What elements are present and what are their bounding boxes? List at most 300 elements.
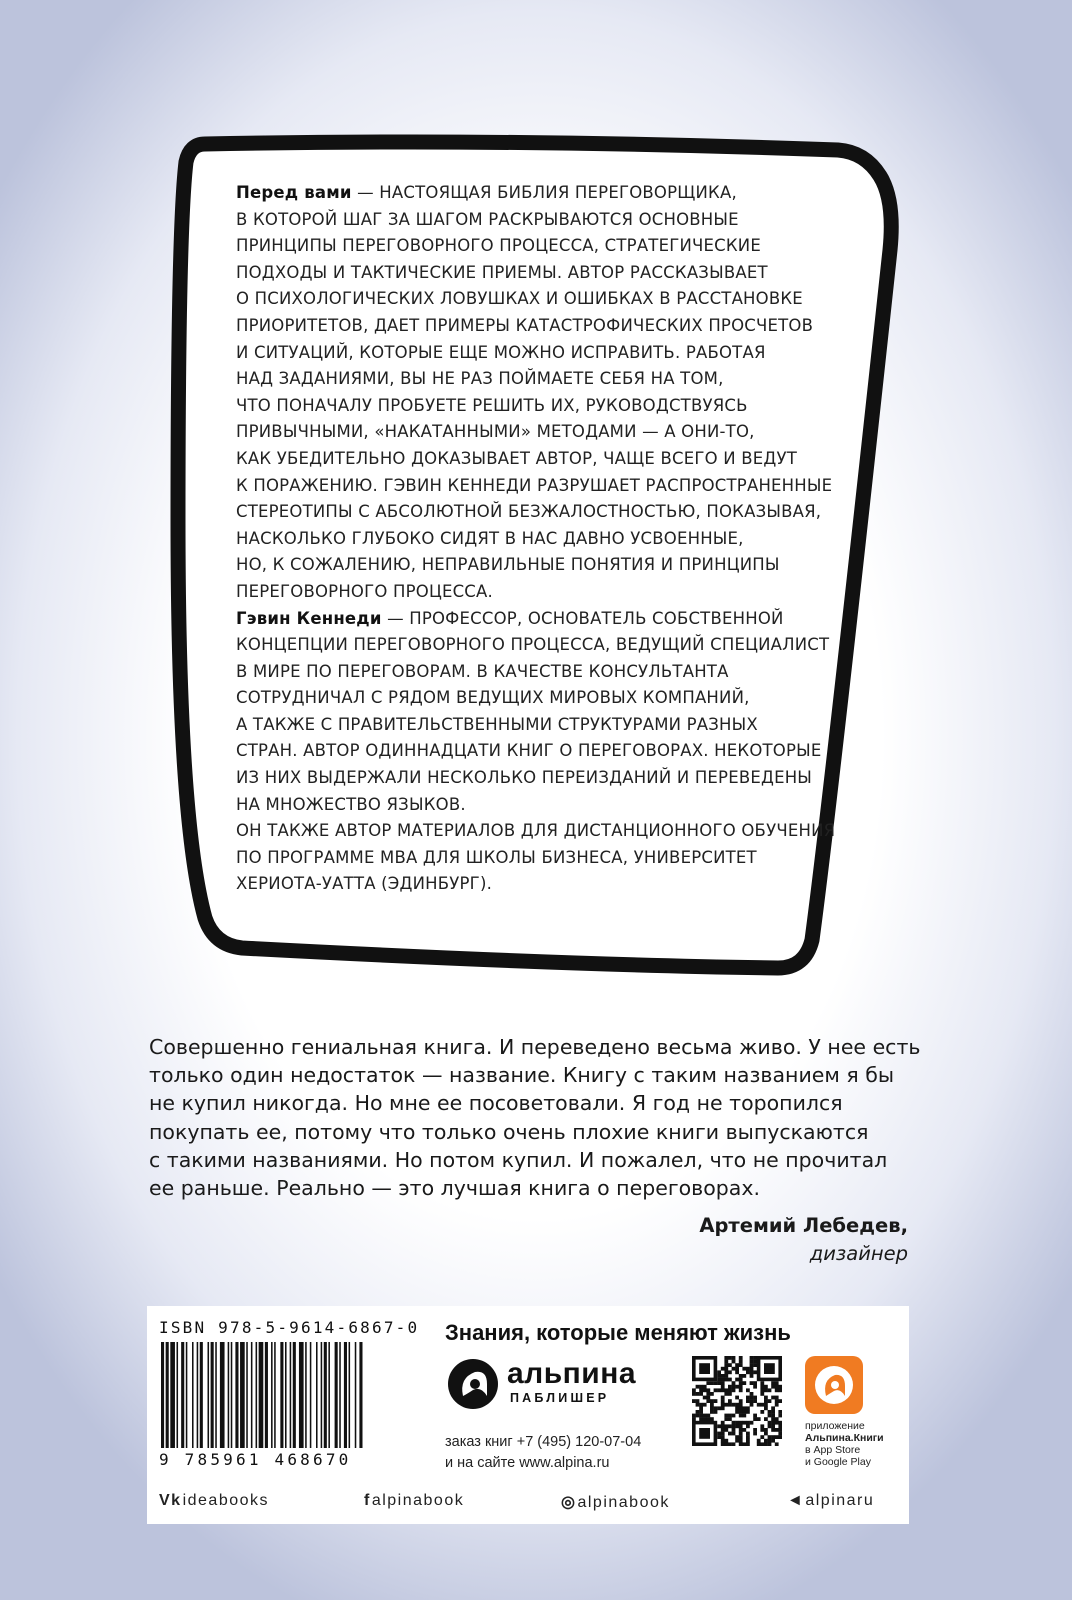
qr-module [771,1385,775,1389]
barcode-bar [344,1342,347,1448]
barcode-bar [290,1342,292,1448]
qr-module [717,1374,721,1378]
qr-module [724,1367,728,1371]
qr-module [721,1439,725,1443]
qr-module [721,1367,725,1371]
qr-module [753,1399,757,1403]
qr-module [724,1442,728,1446]
quote-attribution [699,1212,908,1268]
qr-module [739,1428,743,1432]
barcode-bar [310,1342,312,1448]
qr-module [764,1432,768,1436]
qr-module [764,1442,768,1446]
isbn-label: ISBN 978-5-9614-6867-0 [159,1318,420,1337]
social-link-facebook[interactable] [364,1492,464,1510]
barcode-bar [208,1342,210,1448]
qr-module [710,1403,714,1407]
qr-module [739,1399,743,1403]
barcode-bar [166,1342,169,1448]
qr-module [699,1406,703,1410]
description-lead: Перед вами [236,183,352,202]
qr-module [735,1439,739,1443]
qr-module [739,1374,743,1378]
app-info-line: в App Store [805,1444,861,1456]
qr-module [717,1378,721,1382]
order-phone: заказ книг +7 (495) 120-07-04 [445,1434,642,1450]
qr-module [699,1410,703,1414]
qr-module [771,1424,775,1428]
description-line: ПЕРЕГОВОРНОГО ПРОЦЕССА. [236,581,493,601]
qr-module [771,1417,775,1421]
qr-module [692,1392,696,1396]
qr-module [742,1428,746,1432]
barcode-bar [274,1342,276,1448]
qr-module [692,1417,696,1421]
qr-module [775,1403,779,1407]
qr-module [750,1396,754,1400]
qr-module [764,1439,768,1443]
qr-module [768,1439,772,1443]
qr-module [732,1432,736,1436]
qr-module [703,1403,707,1407]
qr-module [750,1421,754,1425]
vk-icon: Vk [159,1492,182,1509]
barcode-bar [339,1342,341,1448]
qr-module [771,1421,775,1425]
quote-line: покупать ее, потому что только очень плохие книги выпускаются [149,1119,869,1144]
barcode-bar [231,1342,233,1448]
quote-author-role: дизайнер [809,1242,908,1265]
qr-module [753,1385,757,1389]
qr-module [775,1385,779,1389]
order-info [445,1432,641,1474]
qr-module [717,1435,721,1439]
description-line: ПРИОРИТЕТОВ, ДАЕТ ПРИМЕРЫ КАТАСТРОФИЧЕСКИХ ПРОСЧЕТОВ [236,315,814,335]
qr-module [699,1392,703,1396]
barcode-bar [197,1342,199,1448]
qr-module [753,1370,757,1374]
barcode-bar [305,1342,307,1448]
qr-module [732,1403,736,1407]
qr-module [721,1406,725,1410]
qr-module [728,1414,732,1418]
author-bio-line: ОН ТАКЖЕ АВТОР МАТЕРИАЛОВ ДЛЯ ДИСТАНЦИОННОГО ОБУЧЕНИЯ [236,821,836,841]
qr-module [710,1410,714,1414]
qr-module [735,1406,739,1410]
qr-module [742,1421,746,1425]
qr-module [760,1410,764,1414]
qr-module [757,1403,761,1407]
barcode-bar [246,1342,248,1448]
author-bio-extra-paragraph [236,818,836,898]
barcode-bar [280,1342,283,1448]
qr-module [735,1378,739,1382]
qr-module [742,1381,746,1385]
publisher-name: альпина [507,1357,637,1390]
qr-module [753,1356,757,1360]
qr-module [728,1442,732,1446]
description-line: ПРИНЦИПЫ ПЕРЕГОВОРНОГО ПРОЦЕССА, СТРАТЕГИЧЕСКИЕ [236,236,761,256]
qr-module [732,1367,736,1371]
barcode-bar [265,1342,268,1448]
description-line: СТЕРЕОТИПЫ С АБСОЛЮТНОЙ БЕЗЖАЛОСТНОСТЬЮ, ПОКАЗЫВАЯ, [236,502,822,522]
qr-module [753,1396,757,1400]
qr-module [746,1399,750,1403]
barcode-bar [161,1342,164,1448]
description-line: О ПСИХОЛОГИЧЕСКИХ ЛОВУШКАХ И ОШИБКАХ В РАССТАНОВКЕ [236,289,803,309]
barcode-bar [177,1342,179,1448]
qr-module [775,1417,779,1421]
qr-module [775,1399,779,1403]
qr-module [753,1432,757,1436]
qr-module [706,1388,710,1392]
qr-module [746,1370,750,1374]
qr-module [746,1432,750,1436]
qr-module [735,1410,739,1414]
qr-module [768,1421,772,1425]
qr-module [778,1435,782,1439]
qr-module [768,1435,772,1439]
qr-module [764,1428,768,1432]
qr-module [710,1406,714,1410]
qr-module [739,1385,743,1389]
author-bio-line: ХЕРИОТА-УАТТА (ЭДИНБУРГ). [236,874,493,894]
qr-module [735,1435,739,1439]
qr-module [775,1388,779,1392]
qr-module [735,1421,739,1425]
qr-module [739,1442,743,1446]
qr-module [724,1428,728,1432]
qr-module [746,1388,750,1392]
qr-module [771,1428,775,1432]
qr-module [710,1392,714,1396]
qr-module [753,1363,757,1367]
qr-module [760,1381,764,1385]
quote-line: только один недостаток — название. Книгу с таким названием я бы [149,1063,895,1088]
qr-module [746,1424,750,1428]
qr-module [728,1388,732,1392]
qr-module [699,1385,703,1389]
qr-module [728,1399,732,1403]
qr-module [750,1399,754,1403]
qr-module [706,1414,710,1418]
author-bio-lead: Гэвин Кеннеди [236,608,382,628]
barcode-bar [251,1342,253,1448]
qr-module [750,1367,754,1371]
qr-module [699,1417,703,1421]
qr-module [732,1421,736,1425]
qr-module [721,1428,725,1432]
qr-module [724,1363,728,1367]
description-line: НО, К СОЖАЛЕНИЮ, НЕПРАВИЛЬНЫЕ ПОНЯТИЯ И ПРИНЦИПЫ [236,555,780,575]
order-website: и на сайте www.alpina.ru [445,1455,610,1471]
qr-module [721,1435,725,1439]
qr-module [775,1381,779,1385]
qr-module [692,1399,696,1403]
qr-module [746,1442,750,1446]
qr-module [717,1388,721,1392]
qr-module [739,1360,743,1364]
description-line: НАД ЗАДАНИЯМИ, ВЫ НЕ РАЗ ПОЙМАЕТЕ СЕБЯ НА ТОМ, [236,369,724,389]
author-bio-line: ИЗ НИХ ВЫДЕРЖАЛИ НЕСКОЛЬКО ПЕРЕИЗДАНИЙ И ПЕРЕВЕДЕНЫ [236,768,813,788]
qr-module [768,1410,772,1414]
facebook-icon: f [364,1492,371,1509]
qr-module [778,1428,782,1432]
qr-module [775,1442,779,1446]
quote-line: с такими названиями. Но потом купил. И пожалел, что не прочитал [149,1147,888,1172]
qr-module [721,1388,725,1392]
qr-module [750,1381,754,1385]
qr-module [732,1388,736,1392]
barcode-bar [215,1342,217,1448]
qr-module [714,1388,718,1392]
barcode-bar [259,1342,264,1448]
qr-module [739,1388,743,1392]
qr-module [717,1432,721,1436]
telegram-icon: ◄ [787,1492,805,1509]
qr-module [775,1396,779,1400]
qr-module [757,1439,761,1443]
qr-module [746,1439,750,1443]
qr-finder [699,1428,710,1439]
qr-module [771,1439,775,1443]
qr-module [771,1414,775,1418]
barcode-bar [170,1342,175,1448]
qr-module [732,1442,736,1446]
qr-module [728,1378,732,1382]
qr-module [732,1414,736,1418]
qr-module [760,1442,764,1446]
description-line: ПОДХОДЫ И ТАКТИЧЕСКИЕ ПРИЕМЫ. АВТОР РАССКАЗЫВАЕТ [236,262,768,282]
qr-module [753,1414,757,1418]
qr-module [706,1417,710,1421]
publisher-logo [445,1356,645,1410]
barcode-bar [220,1342,225,1448]
qr-module [760,1388,764,1392]
qr-module [735,1370,739,1374]
app-name: Альпина.Книги [805,1432,884,1444]
qr-module [750,1356,754,1360]
qr-module [735,1396,739,1400]
qr-module [724,1378,728,1382]
alpina-logo-icon [445,1356,501,1412]
barcode-bar [271,1342,273,1448]
qr-module [714,1381,718,1385]
description-line: В КОТОРОЙ ШАГ ЗА ШАГОМ РАСКРЫВАЮТСЯ ОСНОВНЫЕ [236,209,739,229]
qr-module [703,1396,707,1400]
qr-module [750,1360,754,1364]
qr-module [739,1378,743,1382]
author-bio-line: ПО ПРОГРАММЕ MBA ДЛЯ ШКОЛЫ БИЗНЕСА, УНИВЕРСИТЕТ [236,847,757,867]
qr-module [760,1428,764,1432]
barcode-bar [324,1342,327,1448]
qr-module [753,1428,757,1432]
qr-module [703,1385,707,1389]
description-line: КАК УБЕДИТЕЛЬНО ДОКАЗЫВАЕТ АВТОР, ЧАЩЕ ВСЕГО И ВЕДУТ [236,448,797,468]
qr-module [760,1424,764,1428]
qr-module [696,1392,700,1396]
qr-module [721,1378,725,1382]
qr-module [732,1381,736,1385]
qr-module [728,1417,732,1421]
qr-module [778,1385,782,1389]
qr-module [764,1417,768,1421]
qr-module [728,1403,732,1407]
qr-module [760,1403,764,1407]
qr-module [721,1374,725,1378]
qr-module [742,1374,746,1378]
qr-module [732,1424,736,1428]
qr-module [764,1406,768,1410]
qr-module [724,1403,728,1407]
qr-module [706,1396,710,1400]
qr-module [768,1442,772,1446]
qr-module [750,1392,754,1396]
social-link-instagram[interactable] [561,1492,670,1512]
qr-module [764,1396,768,1400]
barcode-bar [293,1342,296,1448]
description-paragraph [236,180,836,606]
barcode-bar [200,1342,203,1448]
qr-module [768,1424,772,1428]
author-bio-line: СОТРУДНИЧАЛ С РЯДОМ ВЕДУЩИХ МИРОВЫХ КОМПАНИЙ, [236,688,750,708]
qr-module [750,1374,754,1378]
qr-module [735,1403,739,1407]
qr-module [746,1435,750,1439]
qr-module [739,1406,743,1410]
qr-module [721,1381,725,1385]
social-handle: ideabooks [182,1492,270,1509]
qr-module [721,1403,725,1407]
qr-module [742,1442,746,1446]
qr-module [721,1442,725,1446]
qr-module [739,1424,743,1428]
app-info-line: приложение [805,1420,865,1432]
qr-module [732,1360,736,1364]
qr-module [735,1385,739,1389]
qr-module [750,1363,754,1367]
qr-module [764,1399,768,1403]
barcode-bar [228,1342,230,1448]
barcode-bar [359,1342,362,1448]
qr-module [696,1414,700,1418]
qr-module [732,1385,736,1389]
qr-module [775,1435,779,1439]
social-handle: alpinaru [805,1492,875,1509]
qr-module [778,1399,782,1403]
qr-module [728,1385,732,1389]
quote-line: не купил никогда. Но мне ее посоветовали. Я год не торопился [149,1091,843,1116]
author-bio-line: СТРАН. АВТОР ОДИННАДЦАТИ КНИГ О ПЕРЕГОВОРАХ. НЕКОТОРЫЕ [236,741,822,761]
social-handle: alpinabook [577,1494,670,1511]
quote-line: Совершенно гениальная книга. И переведено весьма живо. У нее есть [149,1035,921,1059]
qr-module [764,1388,768,1392]
qr-module [728,1356,732,1360]
qr-module [714,1406,718,1410]
author-bio-line: А ТАКЖЕ С ПРАВИТЕЛЬСТВЕННЫМИ СТРУКТУРАМИ РАЗНЫХ [236,714,758,734]
qr-module [703,1388,707,1392]
app-info-line: и Google Play [805,1456,871,1468]
qr-module [717,1370,721,1374]
qr-module [742,1367,746,1371]
qr-finder [699,1363,710,1374]
description-line: И СИТУАЦИЙ, КОТОРЫЕ ЕЩЕ МОЖНО ИСПРАВИТЬ. РАБОТАЯ [236,342,766,362]
qr-module [739,1381,743,1385]
qr-module [699,1403,703,1407]
description-line: ПРИВЫЧНЫМИ, «НАКАТАННЫМИ» МЕТОДАМИ — А ОНИ-ТО, [236,422,755,442]
qr-module [732,1356,736,1360]
qr-module [778,1421,782,1425]
author-bio-line: НА МНОЖЕСТВО ЯЗЫКОВ. [236,794,466,814]
qr-module [735,1367,739,1371]
qr-module [742,1410,746,1414]
qr-module [724,1388,728,1392]
qr-module [721,1424,725,1428]
qr-module [771,1396,775,1400]
qr-module [721,1385,725,1389]
social-link-telegram[interactable] [787,1492,874,1510]
barcode [159,1342,421,1448]
author-bio-line: — ПРОФЕССОР, ОСНОВАТЕЛЬ СОБСТВЕННОЙ [387,608,784,628]
qr-module [706,1399,710,1403]
barcode-digits: 9 785961 468670 [159,1450,352,1469]
qr-module [721,1399,725,1403]
qr-module [714,1399,718,1403]
qr-module [728,1370,732,1374]
qr-module [699,1414,703,1418]
qr-module [750,1403,754,1407]
barcode-bar [211,1342,214,1448]
qr-module [721,1421,725,1425]
qr-module [692,1414,696,1418]
barcode-bar [316,1342,318,1448]
qr-module [768,1414,772,1418]
qr-module [728,1432,732,1436]
qr-module [717,1381,721,1385]
qr-module [696,1403,700,1407]
qr-module [724,1417,728,1421]
qr-module [746,1396,750,1400]
barcode-bar [285,1342,287,1448]
social-links [159,1492,897,1516]
qr-module [710,1381,714,1385]
review-quote [149,1033,921,1202]
qr-module [721,1432,725,1436]
qr-module [739,1410,743,1414]
barcode-bar [186,1342,188,1448]
description-line: К ПОРАЖЕНИЮ. ГЭВИН КЕННЕДИ РАЗРУШАЕТ РАСПРОСТРАНЕННЫЕ [236,475,833,495]
qr-module [692,1388,696,1392]
app-info [805,1420,884,1468]
qr-module [728,1392,732,1396]
qr-module [771,1410,775,1414]
qr-module [732,1428,736,1432]
qr-module [739,1421,743,1425]
qr-module [696,1385,700,1389]
qr-module [735,1363,739,1367]
qr-module [714,1410,718,1414]
qr-module [768,1399,772,1403]
social-link-vk[interactable] [159,1492,269,1510]
qr-module [746,1367,750,1371]
publisher-subtitle: ПАБЛИШЕР [510,1391,610,1405]
barcode-bar [299,1342,304,1448]
qr-module [753,1417,757,1421]
qr-module [739,1435,743,1439]
qr-module [739,1356,743,1360]
qr-module [746,1410,750,1414]
qr-module [696,1410,700,1414]
